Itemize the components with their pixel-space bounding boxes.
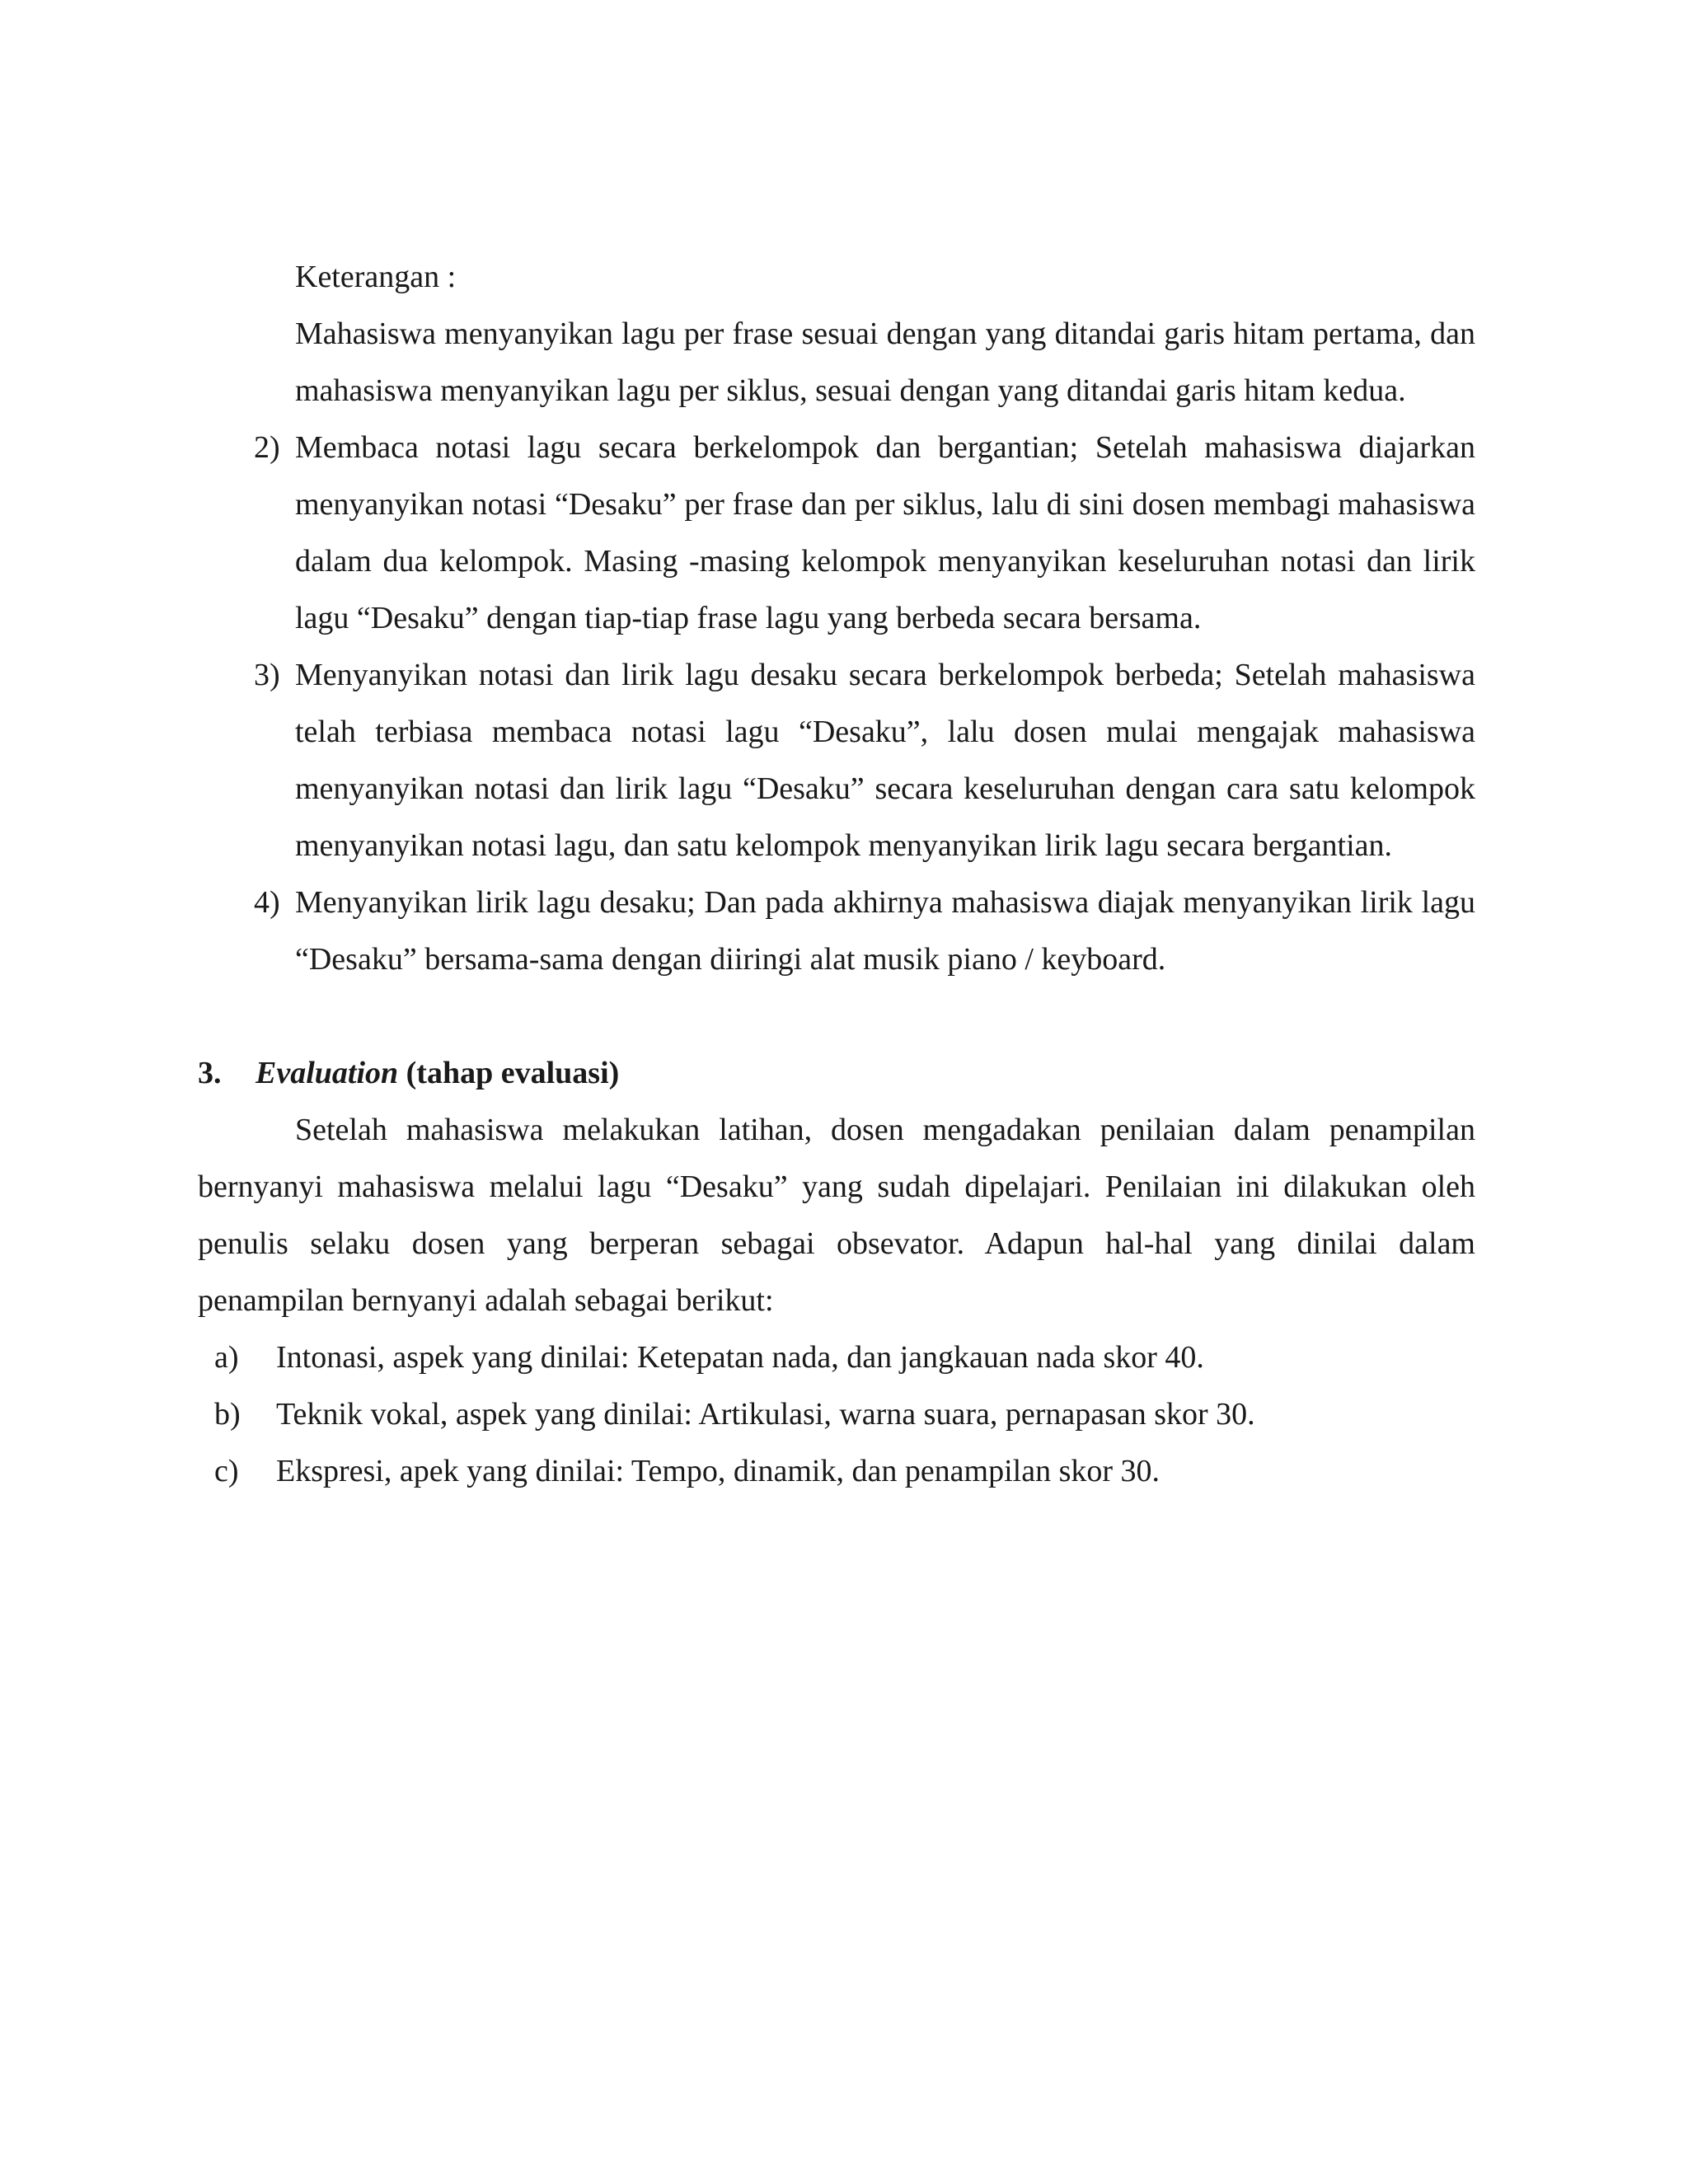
list-item	[198, 874, 1475, 988]
criteria-text: Intonasi, aspek yang dinilai: Ketepatan nada, dan jangkauan nada skor 40.	[276, 1340, 1204, 1375]
criteria-text: Ekspresi, apek yang dinilai: Tempo, dinamik, dan penampilan skor 30.	[276, 1454, 1160, 1488]
steps-list	[198, 419, 1475, 988]
step-number: 2)	[254, 430, 280, 465]
criteria-text: Teknik vokal, aspek yang dinilai: Artikulasi, warna suara, pernapasan skor 30.	[276, 1397, 1255, 1432]
list-item	[198, 647, 1475, 874]
page-content	[198, 249, 1475, 1500]
keterangan-label: Keterangan :	[295, 260, 457, 294]
criteria-letter: a)	[214, 1340, 239, 1375]
section-title-rest: (tahap evaluasi)	[406, 1056, 620, 1090]
criteria-letter: c)	[214, 1454, 239, 1488]
list-item	[198, 1443, 1475, 1500]
section-heading	[198, 1045, 1475, 1102]
step-text: Menyanyikan notasi dan lirik lagu desaku secara berkelompok berbeda; Setelah mahasiswa telah terbiasa membaca notasi lagu “Desaku”, lalu dosen mulai mengajak mahasiswa menyanyikan notasi dan lirik lagu “Desaku” secara keseluruhan dengan cara satu kelompok menyanyikan notasi lagu, dan satu kelompok menyanyikan lirik lagu secara bergantian.	[295, 658, 1475, 863]
step-number: 3)	[254, 658, 280, 692]
keterangan-text: Mahasiswa menyanyikan lagu per frase sesuai dengan yang ditandai garis hitam pertama, dan mahasiswa menyanyikan lagu per siklus, sesuai dengan yang ditandai garis hitam kedua.	[295, 316, 1475, 408]
criteria-list	[198, 1329, 1475, 1500]
keterangan-block	[295, 249, 1475, 419]
section-paragraph: Setelah mahasiswa melakukan latihan, dosen mengadakan penilaian dalam penampilan bernyanyi mahasiswa melalui lagu “Desaku” yang sudah dipelajari. Penilaian ini dilakukan oleh penulis selaku dosen yang berperan sebagai obsevator. Adapun hal-hal yang dinilai dalam penampilan bernyanyi adalah sebagai berikut:	[198, 1113, 1475, 1318]
section-number: 3.	[198, 1056, 222, 1090]
list-item	[198, 1386, 1475, 1443]
step-number: 4)	[254, 885, 280, 920]
step-text: Menyanyikan lirik lagu desaku; Dan pada akhirnya mahasiswa diajak menyanyikan lirik lagu “Desaku” bersama-sama dengan diiringi alat musik piano / keyboard.	[295, 885, 1475, 977]
list-item	[198, 419, 1475, 647]
list-item	[198, 1329, 1475, 1386]
criteria-letter: b)	[214, 1397, 241, 1432]
section-title-italic: Evaluation	[256, 1056, 399, 1090]
evaluation-section	[198, 1045, 1475, 1500]
step-text: Membaca notasi lagu secara berkelompok dan bergantian; Setelah mahasiswa diajarkan menyanyikan notasi “Desaku” per frase dan per siklus, lalu di sini dosen membagi mahasiswa dalam dua kelompok. Masing -masing kelompok menyanyikan keseluruhan notasi dan lirik lagu “Desaku” dengan tiap-tiap frase lagu yang berbeda secara bersama.	[295, 430, 1475, 635]
